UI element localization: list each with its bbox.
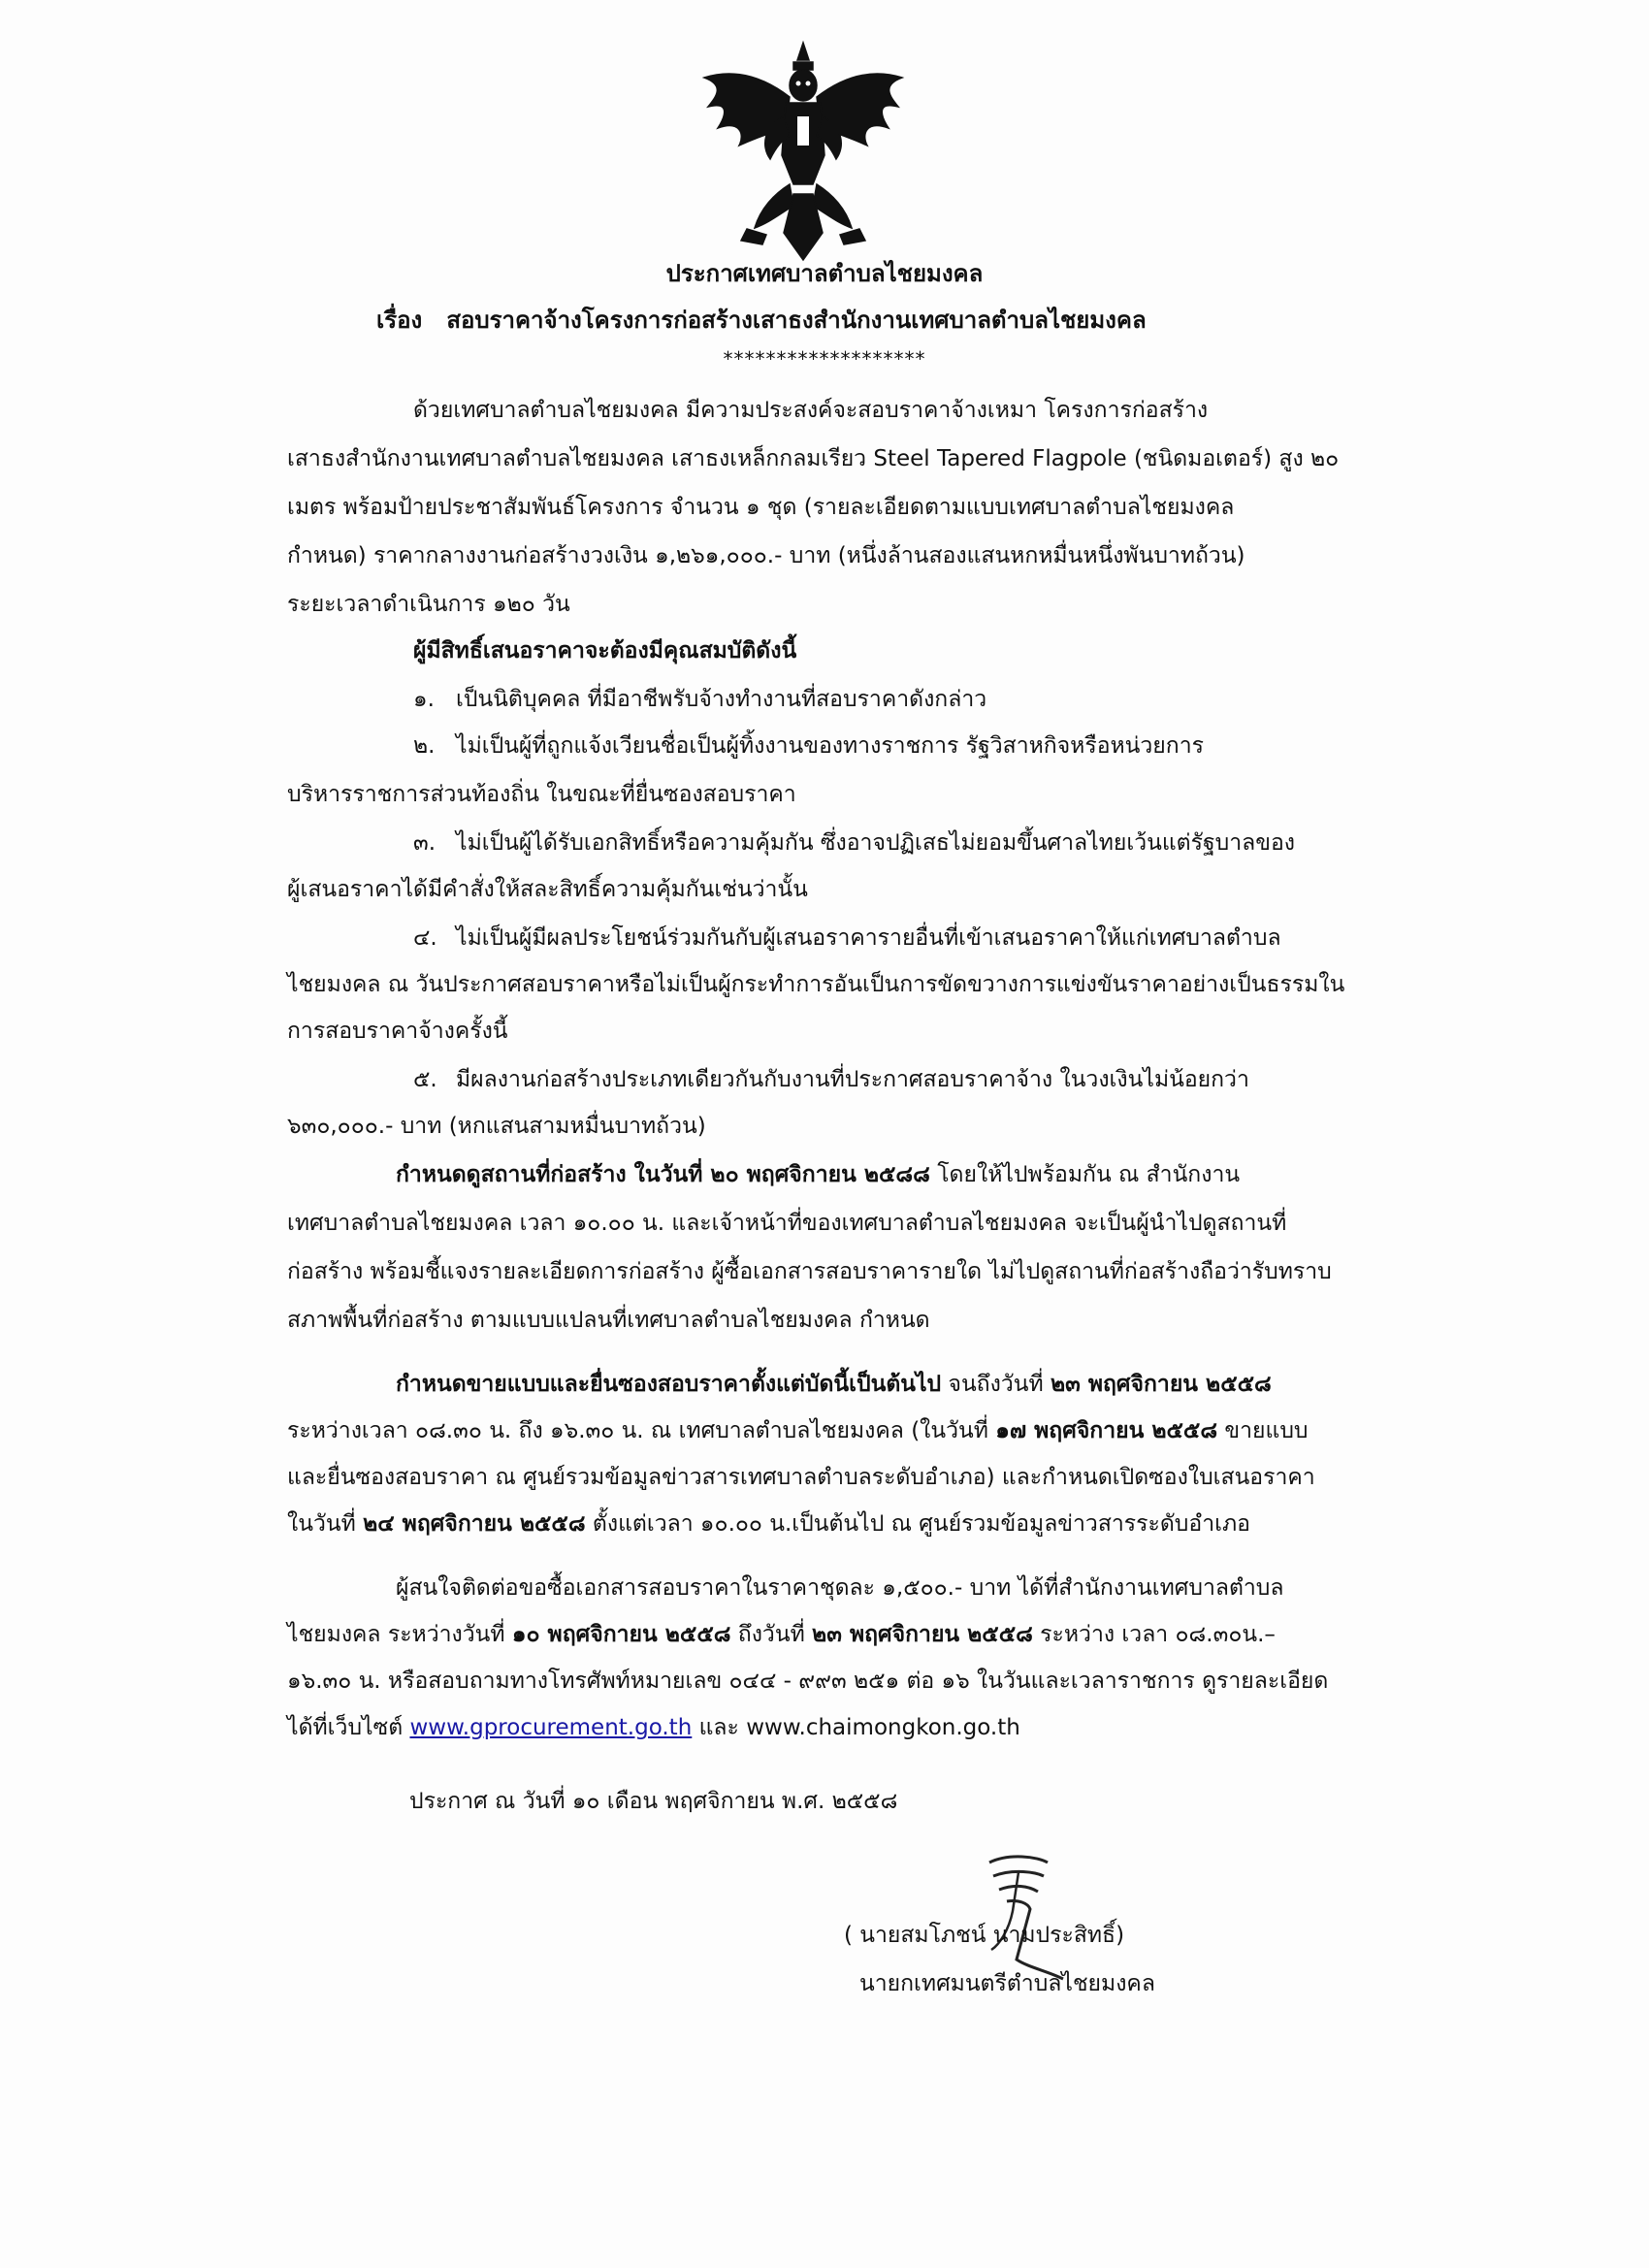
site-visit-line-4: สภาพพื้นที่ก่อสร้าง ตามแบบแปลนที่เทศบาลตำบลไชยมงคล กำหนด	[287, 1308, 930, 1333]
qual-5-num: ๕.	[413, 1067, 437, 1092]
qual-4-line-3: การสอบราคาจ้างครั้งนี้	[287, 1019, 508, 1044]
sale-line-2-b: ๑๗ พฤศจิกายน ๒๕๕๘	[995, 1418, 1218, 1443]
qual-3-line-1: ไม่เป็นผู้ได้รับเอกสิทธิ์หรือความคุ้มกัน ซึ่งอาจปฏิเสธไม่ยอมขึ้นศาลไทยเว้นแต่รัฐบาลของ	[456, 830, 1296, 856]
subject-line	[376, 308, 1147, 332]
contact-line-4	[287, 1717, 1020, 1739]
contact-line-2	[287, 1624, 1276, 1646]
qual-5-line-2: ๖๓๐,๐๐๐.- บาท (หกแสนสามหมื่นบาทถ้วน)	[287, 1114, 706, 1139]
contact-line-2-c: ถึงวันที่	[730, 1622, 813, 1647]
sale-line-2-a: ระหว่างเวลา ๐๘.๓๐ น. ถึง ๑๖.๓๐ น. ณ เทศบาลตำบลไชยมงคล (ในวันที่	[287, 1418, 996, 1443]
sale-line-3: และยื่นซองสอบราคา ณ ศูนย์รวมข้อมูลข่าวสารเทศบาลตำบลระดับอำเภอ) และกำหนดเปิดซองใบเสนอราคา	[287, 1465, 1315, 1490]
qual-4-line-1: ไม่เป็นผู้มีผลประโยชน์ร่วมกันกับผู้เสนอราคารายอื่นที่เข้าเสนอราคาให้แก่เทศบาลตำบล	[456, 925, 1281, 951]
qual-3-line-2: ผู้เสนอราคาได้มีคำสั่งให้สละสิทธิ์ความคุ้มกันเช่นว่านั้น	[287, 877, 808, 902]
contact-line-1: ผู้สนใจติดต่อขอซื้อเอกสารสอบราคาในราคาชุดละ ๑,๕๐๐.- บาท ได้ที่สำนักงานเทศบาลตำบล	[396, 1575, 1284, 1601]
gprocurement-link[interactable]: www.gprocurement.go.th	[409, 1715, 693, 1740]
contact-line-2-a: ไชยมงคล ระหว่างวันที่	[287, 1622, 512, 1647]
qual-1-line-1: เป็นนิติบุคคล ที่มีอาชีพรับจ้างทำงานที่สอบราคาดังกล่าว	[456, 687, 987, 712]
sale-line-4-a: ในวันที่	[287, 1511, 364, 1537]
contact-date-to: ๒๓ พฤศจิกายน ๒๕๕๘	[812, 1622, 1033, 1647]
site-visit-bold: กำหนดดูสถานที่ก่อสร้าง ในวันที่ ๒๐ พฤศจิกายน ๒๕๘๘	[396, 1162, 930, 1187]
intro-line-3: เมตร พร้อมป้ายประชาสัมพันธ์โครงการ จำนวน ๑ ชุด (รายละเอียดตามแบบเทศบาลตำบลไชยมงคล	[287, 495, 1235, 520]
sale-line-4-c: ตั้งแต่เวลา ๑๐.๐๐ น.เป็นต้นไป ณ ศูนย์รวมข้อมูลข่าวสารระดับอำเภอ	[585, 1511, 1250, 1537]
qual-2-num: ๒.	[413, 733, 436, 759]
sale-line-2	[287, 1420, 1309, 1442]
sale-lead-mid: จนถึงวันที่	[941, 1372, 1051, 1397]
contact-line-3: ๑๖.๓๐ น. หรือสอบถามทางโทรศัพท์หมายเลข ๐๔๔ - ๙๙๓ ๒๕๑ ต่อ ๑๖ ในวันและเวลาราชการ ดูรายละเอียด	[287, 1669, 1329, 1694]
contact-line-4-a: ได้ที่เว็บไซต์	[287, 1715, 410, 1740]
contact-line-4-b: และ	[692, 1715, 747, 1740]
signatory-position: นายกเทศมนตรีตำบลไชยมงคล	[859, 1971, 1155, 1996]
intro-line-1: ด้วยเทศบาลตำบลไชยมงคล มีความประสงค์จะสอบราคาจ้างเหมา โครงการก่อสร้าง	[413, 398, 1209, 423]
announce-date: ประกาศ ณ วันที่ ๑๐ เดือน พฤศจิกายน พ.ศ. ๒๕๕๘	[409, 1789, 898, 1814]
subject-prefix: เรื่อง	[376, 307, 423, 334]
site-visit-line-1	[396, 1164, 1240, 1186]
qual-2-line-1: ไม่เป็นผู้ที่ถูกแจ้งเวียนชื่อเป็นผู้ทิ้งงานของทางราชการ รัฐวิสาหกิจหรือหน่วยการ	[456, 733, 1204, 759]
chaimongkon-link[interactable]: www.chaimongkon.go.th	[746, 1715, 1020, 1740]
site-visit-line-2: เทศบาลตำบลไชยมงคล เวลา ๑๐.๐๐ น. และเจ้าหน้าที่ของเทศบาลตำบลไชยมงคล จะเป็นผู้นำไปดูสถานที่	[287, 1211, 1287, 1236]
qual-3-num: ๓.	[413, 830, 436, 856]
qual-4-num: ๔.	[413, 925, 437, 951]
divider: *******************	[723, 347, 926, 371]
site-visit-rest: โดยให้ไปพร้อมกัน ณ สำนักงาน	[929, 1162, 1241, 1187]
qual-2-line-2: บริหารราชการส่วนท้องถิ่น ในขณะที่ยื่นซองสอบราคา	[287, 782, 796, 807]
intro-line-2: เสาธงสำนักงานเทศบาลตำบลไชยมงคล เสาธงเหล็กกลมเรียว Steel Tapered Flagpole (ชนิดมอเตอร์) สูง ๒๐	[287, 446, 1340, 471]
subject-text: สอบราคาจ้างโครงการก่อสร้างเสาธงสำนักงานเทศบาลตำบลไชยมงคล	[446, 307, 1147, 334]
sale-bold-lead: กำหนดขายแบบและยื่นซองสอบราคาตั้งแต่บัดนี้เป็นต้นไป	[396, 1372, 942, 1397]
page-title: ประกาศเทศบาลตำบลไชยมงคล	[665, 260, 984, 287]
contact-date-from: ๑๐ พฤศจิกายน ๒๕๕๘	[511, 1622, 731, 1647]
sale-line-2-c: ขายแบบ	[1217, 1418, 1309, 1443]
sale-lead-date: ๒๓ พฤศจิกายน ๒๕๕๘	[1050, 1372, 1272, 1397]
signatory-name: ( นายสมโภชน์ นามประสิทธิ์)	[844, 1923, 1125, 1948]
intro-line-5: ระยะเวลาดำเนินการ ๑๒๐ วัน	[287, 592, 570, 617]
intro-line-4: กำหนด) ราคากลางงานก่อสร้างวงเงิน ๑,๒๖๑,๐๐๐.- บาท (หนึ่งล้านสองแสนหกหมื่นหนึ่งพันบาทถ้วน)	[287, 543, 1245, 568]
signature-mark	[970, 1843, 1077, 1989]
qual-1-num: ๑.	[413, 687, 435, 712]
qual-5-line-1: มีผลงานก่อสร้างประเภทเดียวกันกับงานที่ประกาศสอบราคาจ้าง ในวงเงินไม่น้อยกว่า	[456, 1067, 1249, 1092]
site-visit-line-3: ก่อสร้าง พร้อมชี้แจงรายละเอียดการก่อสร้าง ผู้ซื้อเอกสารสอบราคารายใด ไม่ไปดูสถานที่ก่อสร้างถือว่ารับทราบ	[287, 1259, 1332, 1284]
qual-4-line-2: ไชยมงคล ณ วันประกาศสอบราคาหรือไม่เป็นผู้กระทำการอันเป็นการขัดขวางการแข่งขันราคาอย่างเป็นธรรมใน	[287, 972, 1345, 997]
sale-line-4-b: ๒๔ พฤศจิกายน ๒๕๕๘	[363, 1511, 586, 1537]
sale-line-4	[287, 1513, 1250, 1536]
qualifications-heading: ผู้มีสิทธิ์เสนอราคาจะต้องมีคุณสมบัติดังนี้	[413, 638, 797, 664]
garuda-emblem-icon	[696, 39, 910, 267]
sale-line-1	[396, 1374, 1272, 1396]
contact-line-2-e: ระหว่าง เวลา ๐๘.๓๐น.–	[1032, 1622, 1276, 1647]
